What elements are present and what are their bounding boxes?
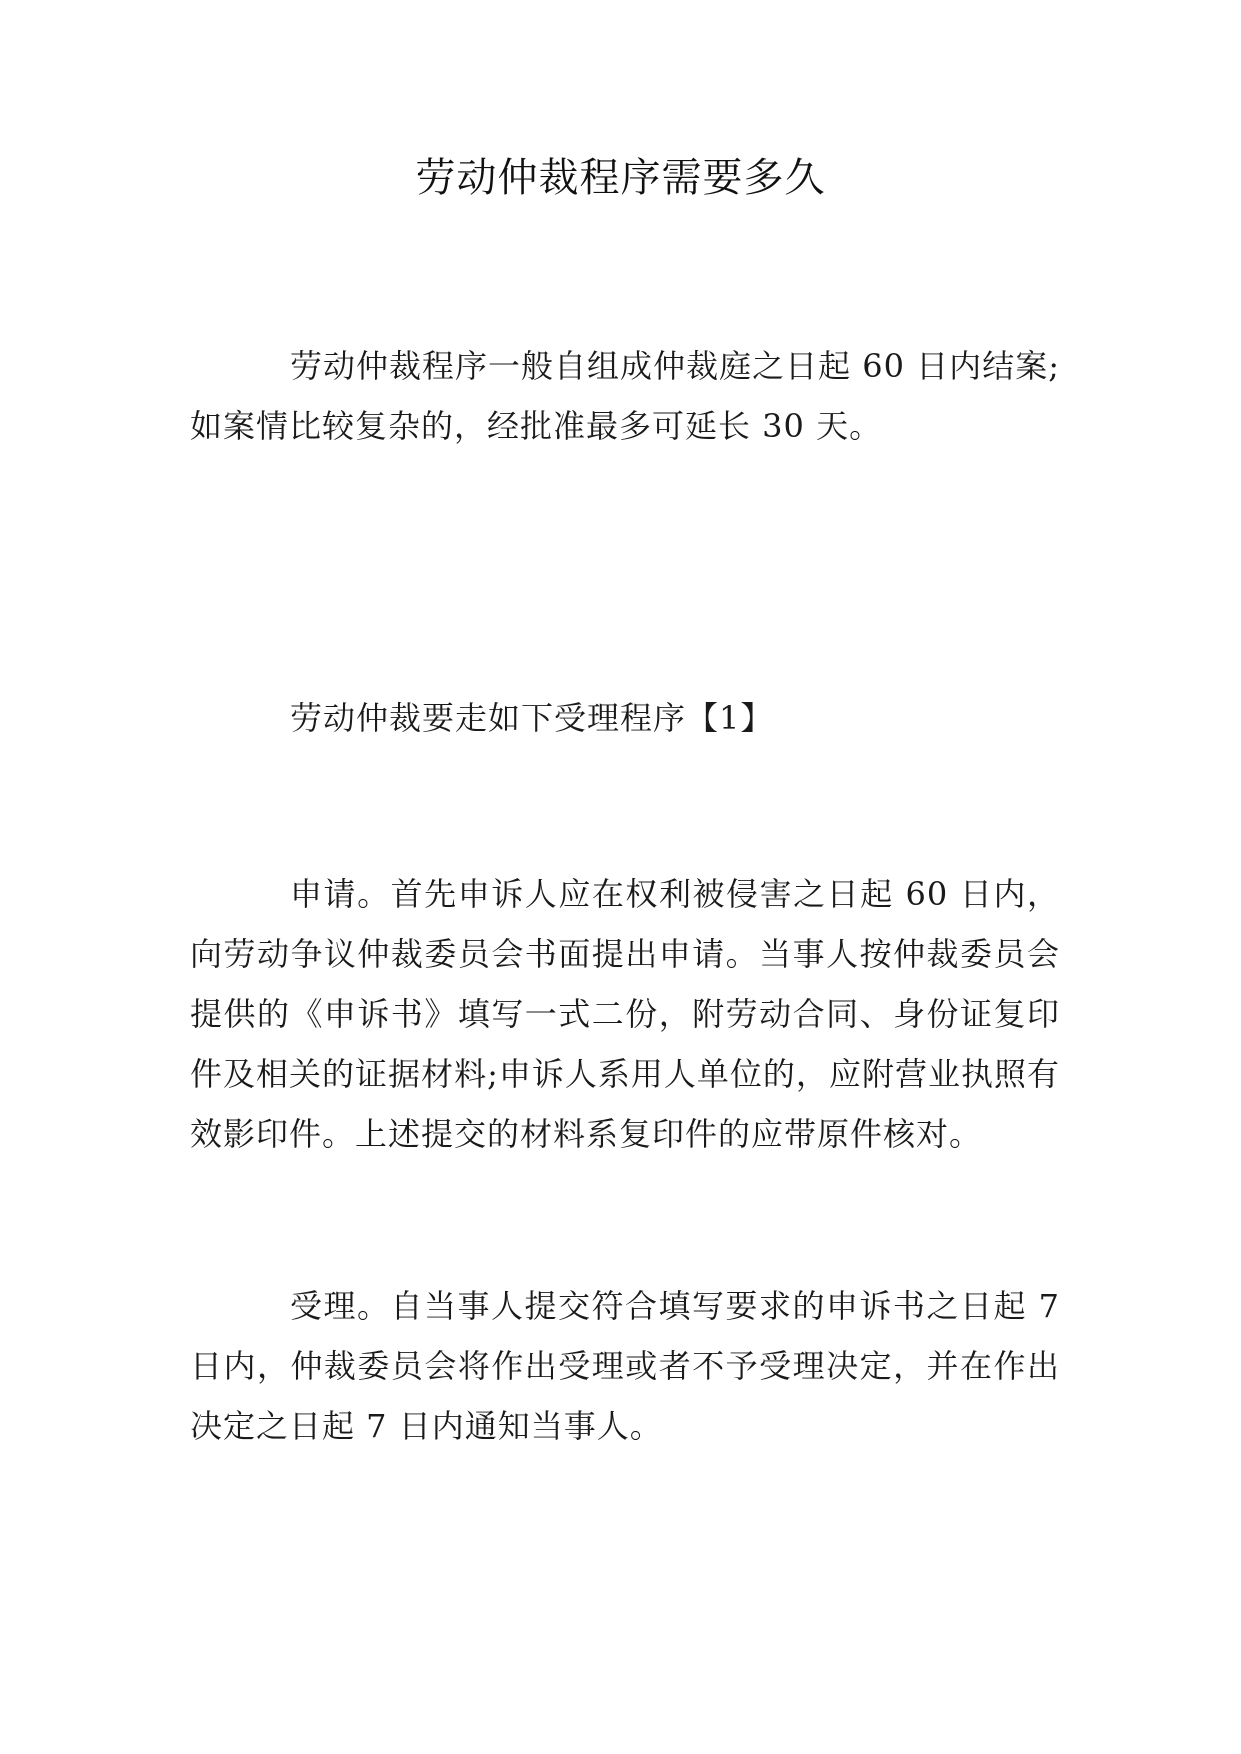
page-title: 劳动仲裁程序需要多久 [415,155,826,201]
paragraph-duration: 劳动仲裁程序一般自组成仲裁庭之日起 60 日内结案;如案情比较复杂的，经批准最多可延长 30 天。 [190,347,1060,445]
paragraph-acceptance: 受理。自当事人提交符合填写要求的申诉书之日起 7 日内，仲裁委员会将作出受理或者不予受理决定，并在作出决定之日起 7 日内通知当事人。 [190,1287,1060,1445]
paragraph-procedure-heading: 劳动仲裁要走如下受理程序【1】 [290,699,774,737]
paragraph-application: 申请。首先申诉人应在权利被侵害之日起 60 日内，向劳动争议仲裁委员会书面提出申请。当事人按仲裁委员会提供的《申诉书》填写一式二份，附劳动合同、身份证复印件及相关的证据材料;申诉人系用人单位的，应附营业执照有效影印件。上述提交的材料系复印件的应带原件核对。 [190,875,1060,1153]
